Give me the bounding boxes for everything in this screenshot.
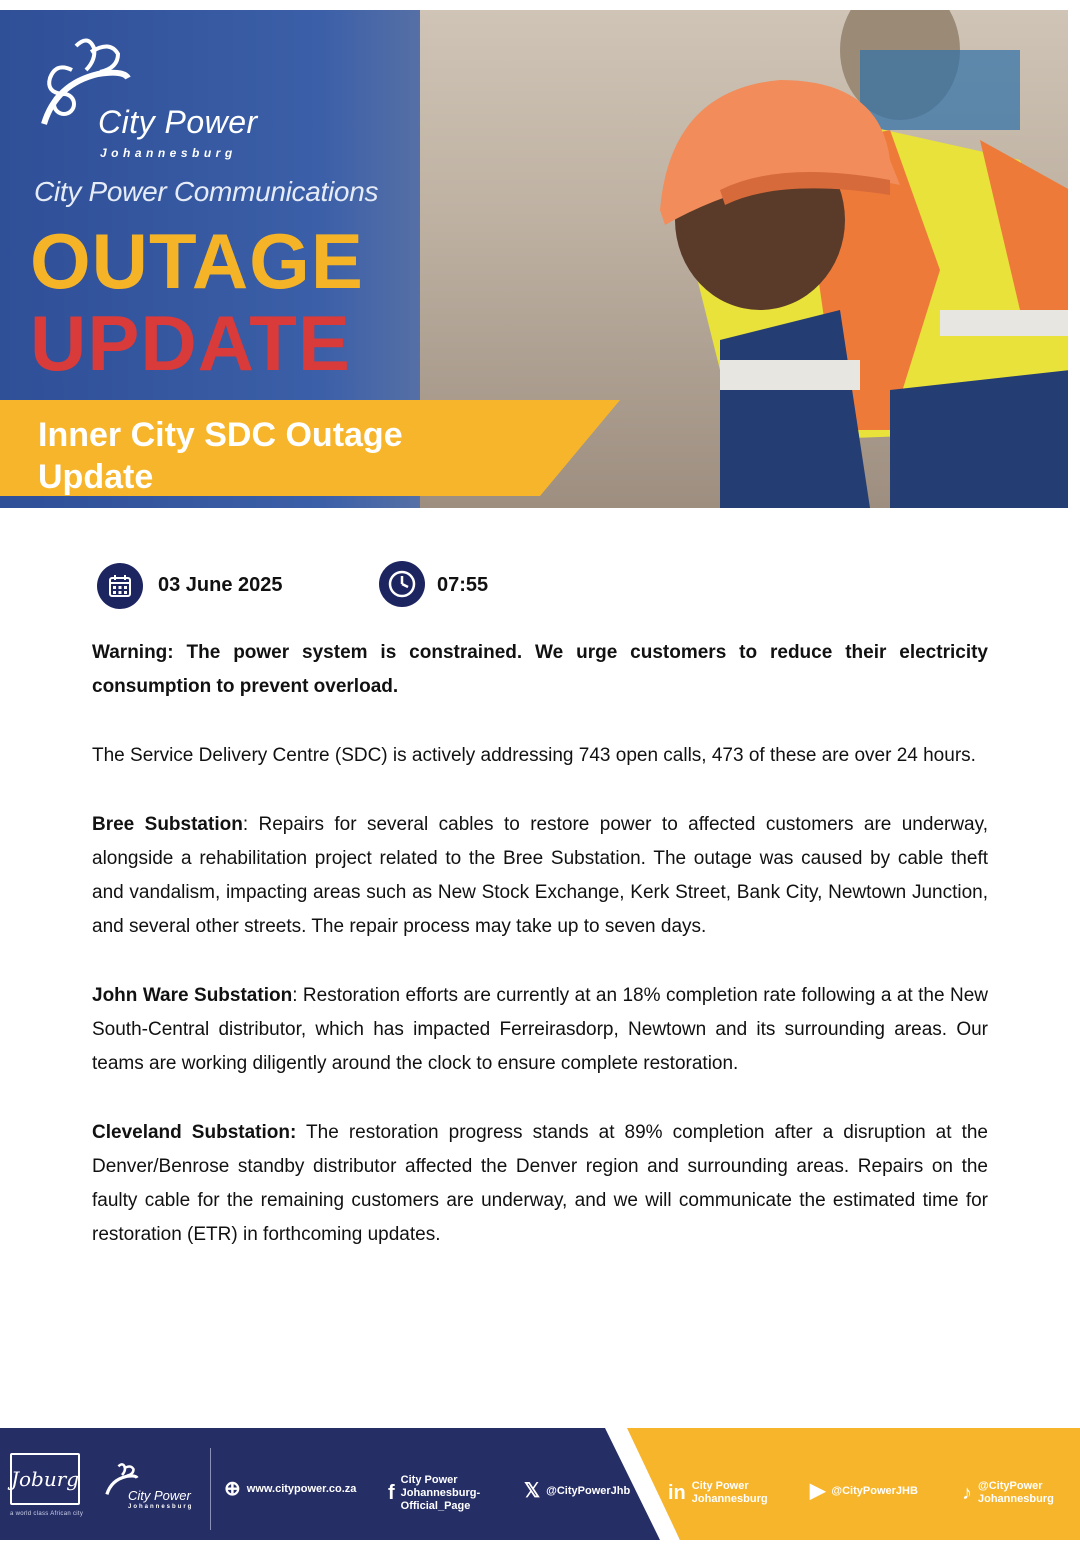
ribbon-title: Inner City SDC Outage Update xyxy=(38,416,403,496)
section-john-ware xyxy=(92,979,988,1081)
x-label: @CityPowerJhb xyxy=(546,1485,631,1497)
tiktok-label: @CityPower Johannesburg xyxy=(978,1480,1054,1505)
intro-paragraph: The Service Delivery Centre (SDC) is actively addressing 743 open calls, 473 of these are over 24 hours. xyxy=(92,745,976,766)
calendar-icon xyxy=(97,563,143,609)
x-link[interactable] xyxy=(524,1480,631,1502)
section-lead: Bree Substation xyxy=(92,814,243,835)
tiktok-link[interactable] xyxy=(962,1480,1072,1506)
post-date: 03 June 2025 xyxy=(158,574,283,596)
post-time: 07:55 xyxy=(437,574,489,596)
title-update: UPDATE xyxy=(30,299,351,387)
facebook-link[interactable] xyxy=(388,1474,498,1513)
header-banner xyxy=(0,10,1068,508)
section-text: : Repairs for several cables to restore power to affected customers are underway, alongside a rehabilitation project related to the Bree Substation. The outage was caused by cable theft and vandalism, impacting areas such as New Stock Exchange, Kerk Street, Bank City, Newtown Junction, and several other streets. The repair process may take up to seven days. xyxy=(92,814,988,937)
joburg-tagline: a world class African city xyxy=(10,1511,84,1517)
section-lead: Cleveland Substation: xyxy=(92,1122,297,1143)
clock-icon xyxy=(379,561,425,607)
comms-label: City Power Communications xyxy=(34,176,379,207)
globe-icon: ⊕ xyxy=(224,1478,241,1500)
youtube-link[interactable] xyxy=(810,1480,918,1502)
x-icon: 𝕏 xyxy=(524,1480,541,1502)
website-label: www.citypower.co.za xyxy=(246,1483,357,1495)
title-outage: OUTAGE xyxy=(30,217,364,305)
brand-name: City Power xyxy=(98,104,258,140)
tiktok-icon: ♪ xyxy=(962,1481,972,1504)
facebook-label: City Power Johannesburg-Official_Page xyxy=(400,1474,481,1512)
article-body xyxy=(92,636,988,1287)
linkedin-icon: in xyxy=(668,1481,686,1504)
section-cleveland xyxy=(92,1116,988,1252)
youtube-icon: ▶ xyxy=(810,1480,826,1502)
youtube-label: @CityPowerJHB xyxy=(831,1485,918,1497)
warning-paragraph: Warning: The power system is constrained. We urge customers to reduce their electricity consumption to prevent overload. xyxy=(92,642,988,697)
section-lead: John Ware Substation xyxy=(92,985,293,1006)
website-link[interactable] xyxy=(224,1478,357,1500)
facebook-icon: f xyxy=(388,1482,395,1504)
footer-divider xyxy=(210,1448,211,1530)
section-text: : Restoration efforts are currently at an 18% completion rate following a at the New South-Central distributor, which has impacted Ferreirasdorp, Newtown and its surrounding areas. Our teams are working diligently around the clock to ensure complete restoration. xyxy=(92,985,988,1074)
linkedin-link[interactable] xyxy=(668,1480,778,1506)
section-text: The restoration progress stands at 89% completion after a disruption at the Denver/Benrose standby distributor affected the Denver region and surrounding areas. Repairs on the faulty cable for the remaining customers are underway, and we will communicate the estimated time for restoration (ETR) in forthcoming updates. xyxy=(92,1122,988,1245)
linkedin-label: City Power Johannesburg xyxy=(691,1480,768,1505)
joburg-logo: Joburg xyxy=(10,1453,80,1505)
section-bree xyxy=(92,808,988,944)
footer-brand-name: City Power xyxy=(128,1488,191,1503)
brand-city: Johannesburg xyxy=(100,146,237,160)
footer-brand-city: Johannesburg xyxy=(128,1504,194,1510)
